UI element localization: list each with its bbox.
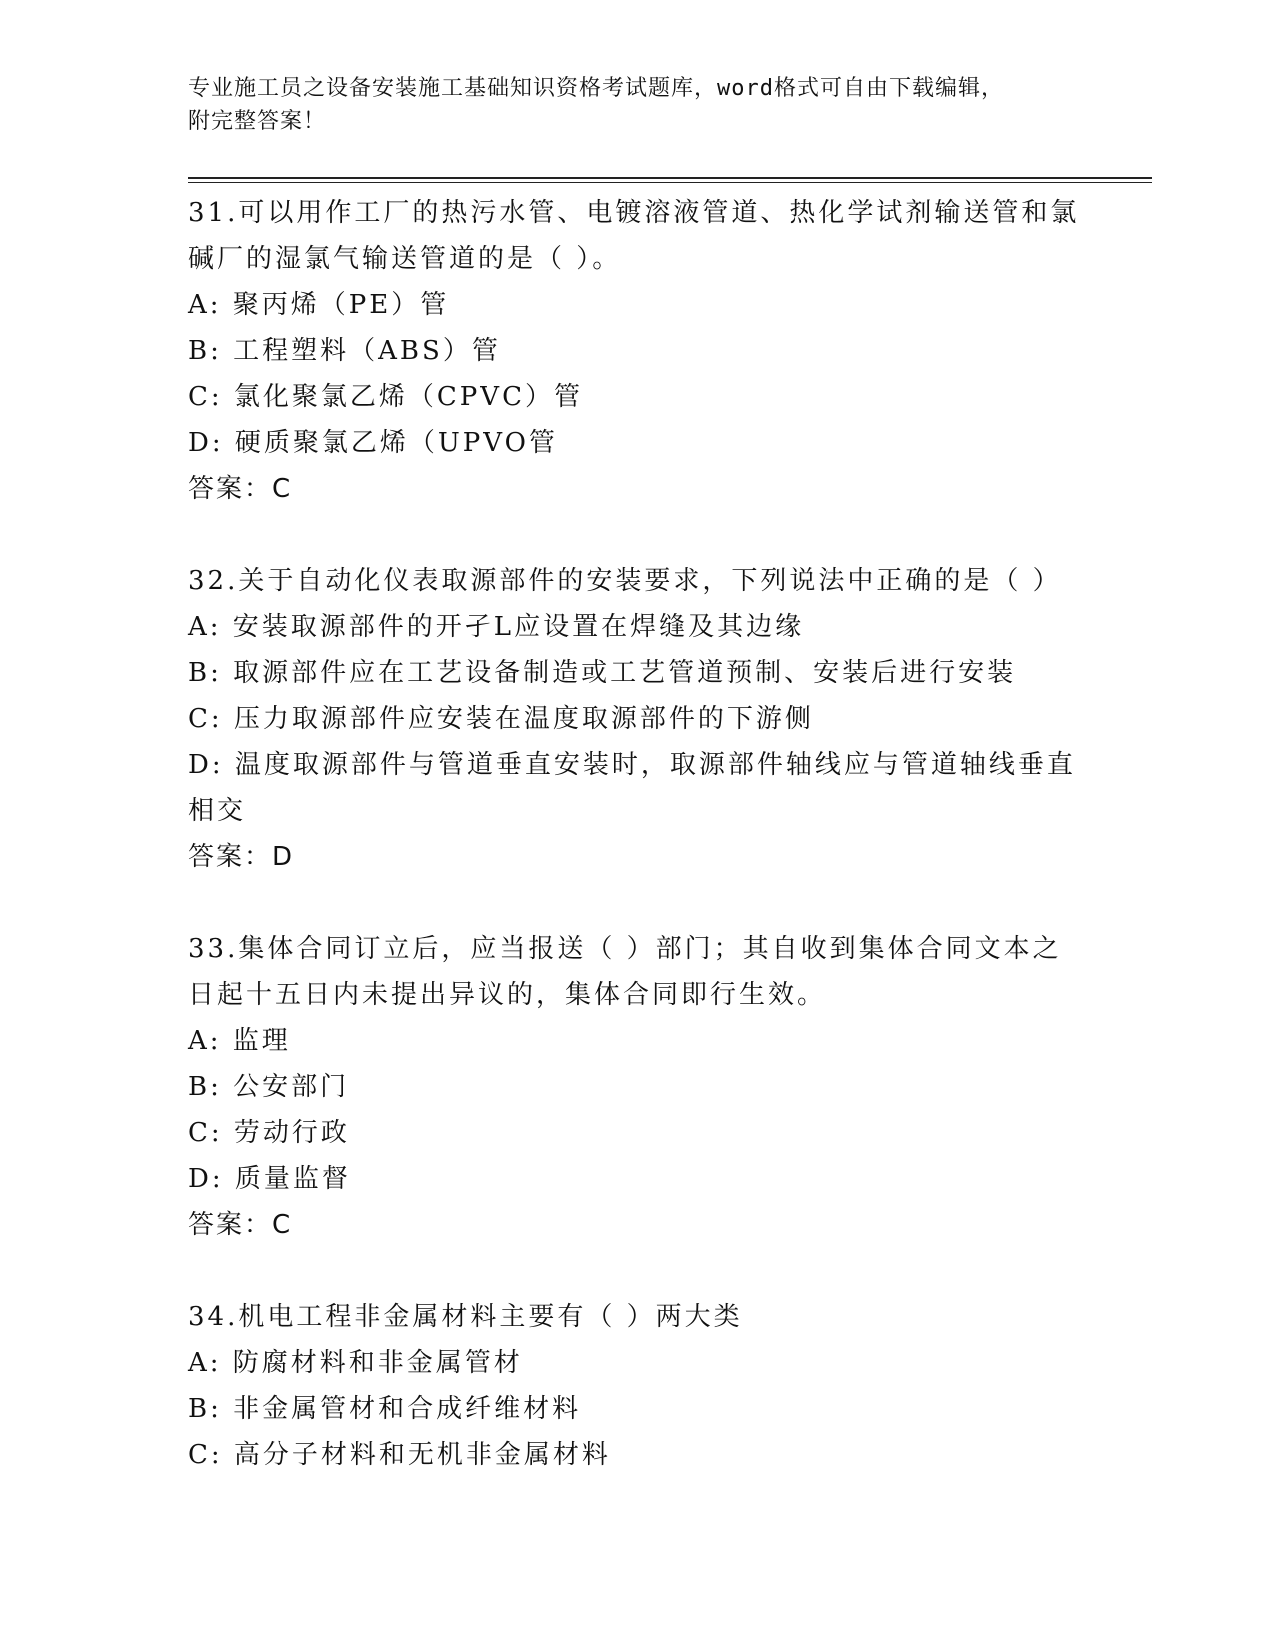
- question-spacer: [188, 1248, 1088, 1294]
- option-a: A: 防腐材料和非金属管材: [188, 1348, 523, 1378]
- option-d: D: 温度取源部件与管道垂直安装时，取源部件轴线应与管道轴线垂直: [188, 750, 1076, 780]
- answer-line: 答案：D: [188, 842, 295, 872]
- question-33: [188, 926, 1088, 1248]
- header-line-1: 专业施工员之设备安装施工基础知识资格考试题库，word格式可自由下载编辑，: [188, 76, 1004, 101]
- question-stem-line: 32.关于自动化仪表取源部件的安装要求，下列说法中正确的是（ ）: [188, 566, 1062, 596]
- option-d-continued: 相交: [188, 796, 247, 826]
- option-c: C: 压力取源部件应安装在温度取源部件的下游侧: [188, 704, 814, 734]
- question-32: [188, 558, 1088, 880]
- question-stem-line: 31.可以用作工厂的热污水管、电镀溶液管道、热化学试剂输送管和氯: [188, 198, 1080, 228]
- document-header: [188, 72, 1088, 138]
- option-c: C: 高分子材料和无机非金属材料: [188, 1440, 611, 1470]
- question-spacer: [188, 512, 1088, 558]
- option-a: A: 监理: [188, 1026, 291, 1056]
- option-d: D: 质量监督: [188, 1164, 351, 1194]
- option-b: B: 非金属管材和合成纤维材料: [188, 1394, 582, 1424]
- option-b: B: 工程塑料（ABS）管: [188, 336, 501, 366]
- answer-line: 答案：C: [188, 474, 293, 504]
- question-34: [188, 1294, 1088, 1478]
- header-line-2: 附完整答案！: [188, 109, 327, 134]
- option-b: B: 取源部件应在工艺设备制造或工艺管道预制、安装后进行安装: [188, 658, 1017, 688]
- question-stem-line: 碱厂的湿氯气输送管道的是（ ）。: [188, 244, 622, 274]
- question-stem-line: 日起十五日内未提出异议的，集体合同即行生效。: [188, 980, 827, 1010]
- option-c: C: 劳动行政: [188, 1118, 350, 1148]
- option-a: A: 安装取源部件的开孑L应设置在焊缝及其边缘: [188, 612, 805, 642]
- option-d: D: 硬质聚氯乙烯（UPVO管: [188, 428, 558, 458]
- question-spacer: [188, 880, 1088, 926]
- header-divider-thin: [188, 182, 1152, 183]
- question-stem-line: 34.机电工程非金属材料主要有（ ）两大类: [188, 1302, 743, 1332]
- question-stem-line: 33.集体合同订立后，应当报送（ ）部门；其自收到集体合同文本之: [188, 934, 1062, 964]
- option-b: B: 公安部门: [188, 1072, 350, 1102]
- answer-line: 答案：C: [188, 1210, 293, 1240]
- question-list: [188, 190, 1088, 1478]
- option-c: C: 氯化聚氯乙烯（CPVC）管: [188, 382, 583, 412]
- option-a: A: 聚丙烯（PE）管: [188, 290, 450, 320]
- question-31: [188, 190, 1088, 512]
- header-divider-thick: [188, 177, 1152, 179]
